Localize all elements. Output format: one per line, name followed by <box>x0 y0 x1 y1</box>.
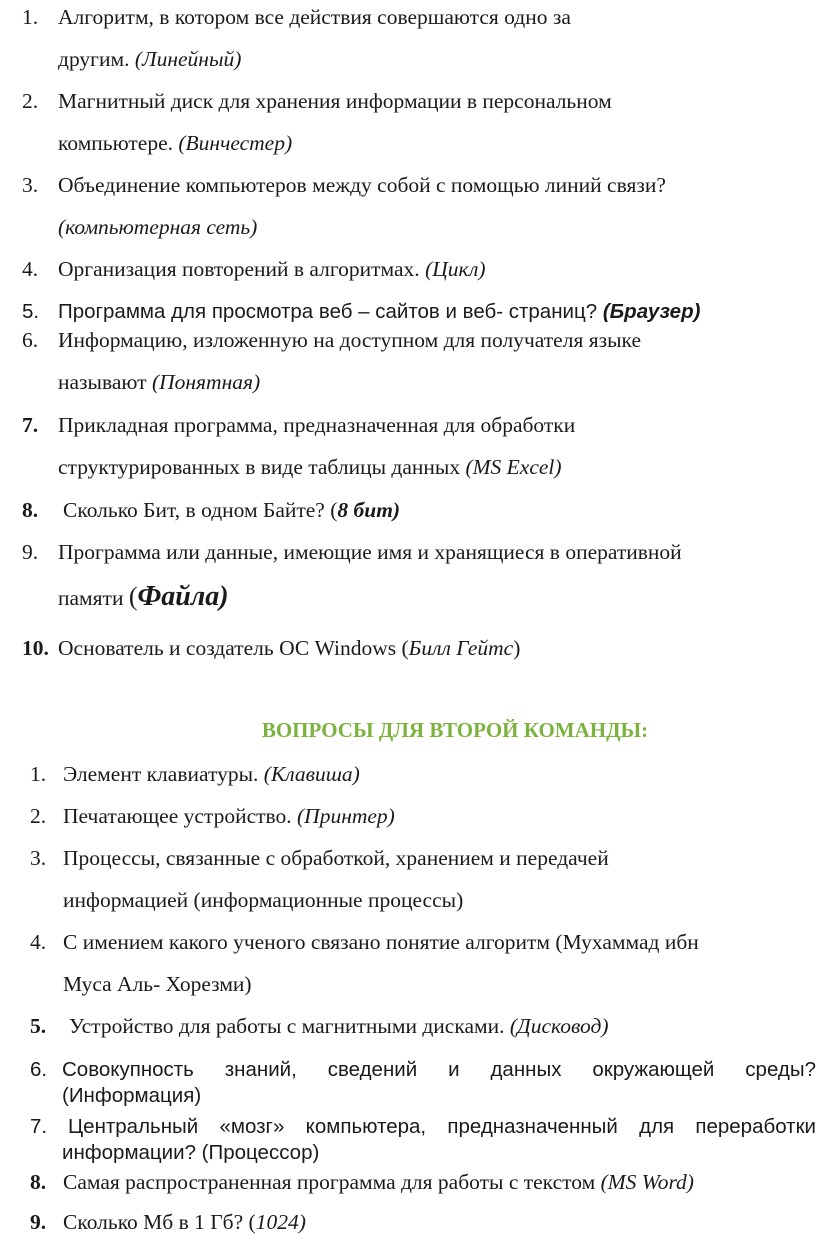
question-text: Организация повторений в алгоритмах. (Цикл) <box>58 257 486 281</box>
answer: (Винчестер) <box>178 131 293 155</box>
question-text: Объединение компьютеров между собой с помощью линий связи? <box>58 173 666 197</box>
item-number: 9. <box>30 1210 47 1234</box>
item-number: 3. <box>22 173 39 197</box>
question-text: Центральный «мозг» компьютера, предназначенный для переработки <box>68 1115 816 1138</box>
question-text: Прикладная программа, предназначенная для обработки <box>58 413 576 437</box>
answer: (Информация) <box>62 1084 202 1107</box>
item-number: 2. <box>30 804 47 828</box>
answer: Билл Гейтс <box>408 636 514 660</box>
answer: (Браузер) <box>602 300 701 323</box>
item-number: 5. <box>22 300 40 323</box>
item-number: 8. <box>30 1170 47 1194</box>
item-number: 7. <box>30 1115 48 1138</box>
question-text-cont: памяти (Файла) <box>58 581 229 612</box>
answer: (Линейный) <box>134 47 242 71</box>
answer: 1024) <box>255 1210 306 1234</box>
question-text: Информацию, изложенную на доступном для получателя языке <box>58 328 641 352</box>
question-text: Устройство для работы с магнитными дисками. (Дисковод) <box>69 1014 609 1038</box>
answer: Файла) <box>137 581 229 612</box>
answer: (MS Word) <box>600 1170 694 1194</box>
answer: (Дисковод) <box>509 1014 609 1038</box>
item-number: 9. <box>22 540 39 564</box>
item-number: 1. <box>30 762 47 786</box>
question-text: С имением какого ученого связано понятие алгоритм (Мухаммад ибн <box>63 930 699 954</box>
answer: 8 бит) <box>337 498 401 522</box>
answer: (Клавиша) <box>263 762 360 786</box>
question-text: Программа для просмотра веб – сайтов и веб- страниц? (Браузер) <box>58 300 701 323</box>
item-number: 4. <box>30 930 47 954</box>
item-number: 8. <box>22 498 39 522</box>
question-text: Самая распространенная программа для работы с текстом (MS Word) <box>63 1170 694 1194</box>
question-text: Совокупность знаний, сведений и данных окружающей среды? <box>62 1058 816 1081</box>
item-number: 5. <box>30 1014 47 1038</box>
question-text-cont: Муса Аль- Хорезми) <box>63 972 252 996</box>
question-text-cont: информации? (Процессор) <box>62 1141 320 1164</box>
question-text-cont: компьютере. (Винчестер) <box>58 131 293 155</box>
question-text: Алгоритм, в котором все действия совершаются одно за <box>58 5 571 29</box>
answer: (компьютерная сеть) <box>58 215 258 239</box>
answer: (Принтер) <box>297 804 395 828</box>
answer: (Цикл) <box>425 257 486 281</box>
item-number: 1. <box>22 5 39 29</box>
answer: (Понятная) <box>151 370 261 394</box>
item-number: 6. <box>30 1058 48 1081</box>
item-number: 2. <box>22 89 39 113</box>
answer: (MS Excel) <box>465 455 562 479</box>
item-number: 3. <box>30 846 47 870</box>
question-text: Процессы, связанные с обработкой, хранением и передачей <box>63 846 609 870</box>
question-text: Элемент клавиатуры. (Клавиша) <box>63 762 360 786</box>
question-text-cont: информацией (информационные процессы) <box>63 888 464 912</box>
section-title: ВОПРОСЫ ДЛЯ ВТОРОЙ КОМАНДЫ: <box>261 718 649 742</box>
question-text-cont: структурированных в виде таблицы данных (MS Excel) <box>58 455 562 479</box>
item-number: 6. <box>22 328 39 352</box>
item-number: 10. <box>22 636 49 660</box>
question-text: Печатающее устройство. (Принтер) <box>63 804 395 828</box>
item-number: 4. <box>22 257 39 281</box>
item-number: 7. <box>22 413 39 437</box>
question-text: Программа или данные, имеющие имя и хранящиеся в оперативной <box>58 540 682 564</box>
question-text-cont: другим. (Линейный) <box>58 47 242 71</box>
question-text: Основатель и создатель ОС Windows (Билл Гейтс) <box>58 636 521 660</box>
question-text: Сколько Бит, в одном Байте? (8 бит) <box>63 498 401 522</box>
question-text: Сколько Мб в 1 Гб? (1024) <box>63 1210 306 1234</box>
question-text: Магнитный диск для хранения информации в персональном <box>58 89 612 113</box>
question-text-cont: называют (Понятная) <box>58 370 261 394</box>
